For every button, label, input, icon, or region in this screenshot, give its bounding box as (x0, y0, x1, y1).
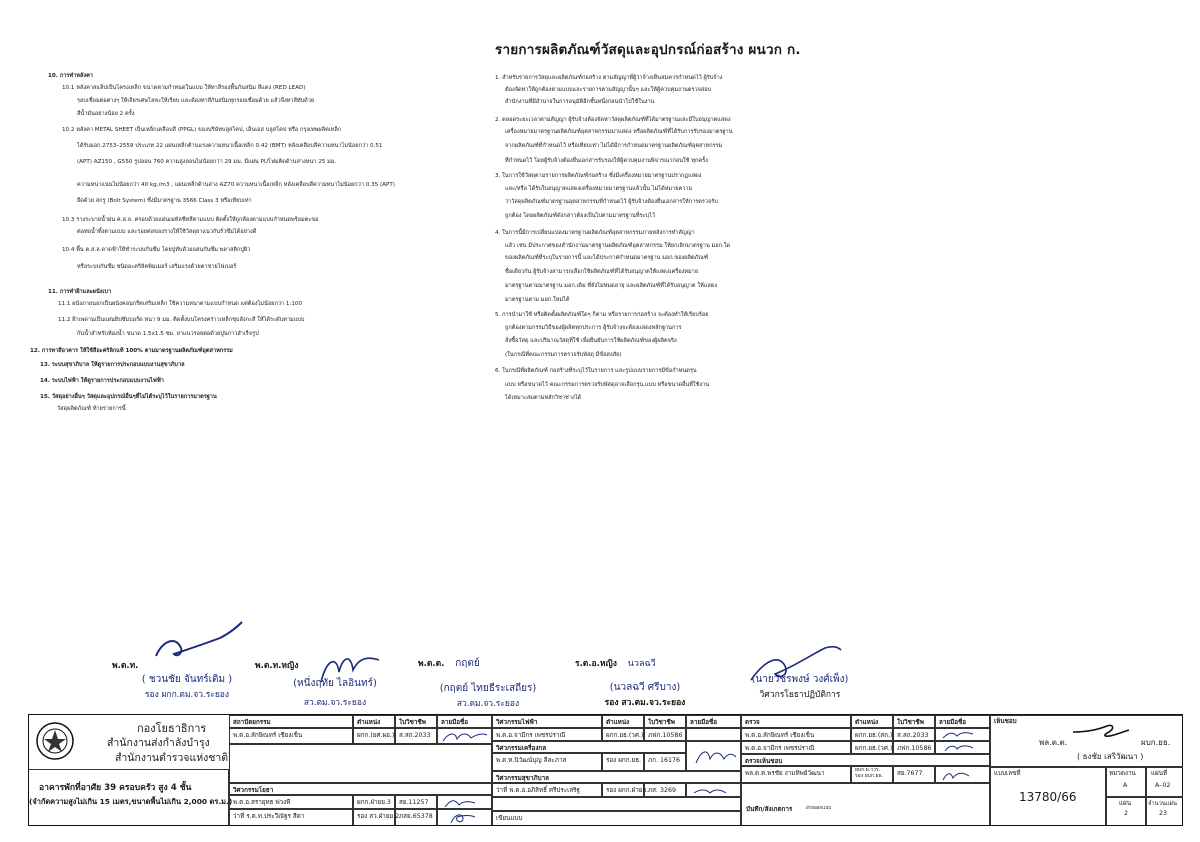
civil-header: วิศวกรรมโยธา (229, 783, 492, 795)
total-label: จำนวนแผ่น (1148, 801, 1177, 807)
check-name-2: พ.ต.อ.จามีกร เพชรปราณี (741, 741, 851, 754)
spec-left-line: 10. การทำหลังคา (48, 73, 93, 79)
police-emblem-icon (35, 721, 75, 761)
mech-header: วิศวกรรมเครื่องกล (492, 741, 686, 753)
spec-left-line: 10.3 รางระบายน้ำฝน ค.ส.ล. ครอบด้วยแผ่นเมทัลชีทสีตามแบบ ติดตั้งให้ถูกต้องตามแบบกำหนดพร้อมตะขอ (62, 217, 319, 223)
category-cell (1106, 767, 1146, 797)
signature-header-2: ลายมือชื่อ (686, 715, 741, 728)
spec-right-line: ต้องจัดหาให้ถูกต้องตามแบบและรายการตามสัญญานั้นๆ และให้ผู้ควบคุมงานตรวจสอบ (505, 87, 712, 93)
spec-left-line: 10.4 พื้น ค.ส.ล.ดาดฟ้าให้ทำระบบกันซึม โดยปูทับด้วยแผ่นกันซึม พลาสติกปูผิว (62, 247, 251, 253)
arch-position: ผกก.(ยศ.ผอ.) (353, 728, 395, 744)
spec-right-line: ได้เหมาะสมตามหลักวิชาช่างได้ (505, 395, 582, 401)
spec-right-line: ว่าวัสดุผลิตภัณฑ์มาตรฐานอุตสาหกรรมที่กำหนดไว้ ผู้รับจ้างต้องยื่นเอกสารให้การตรวจรับ (505, 199, 718, 205)
spec-left-line: (APT) AZ150 , G550 รูปลอน 760 ความสูงลอนไม่น้อยกว่า 29 มม. มีแผ่น PUโฟมติดด้านล่างหนา 25 มม. (77, 159, 337, 165)
sheet-label: แผ่นที่ (1151, 770, 1168, 777)
spec-left-line: 10.1 หลังคาสแล็ปเป็นโครงเหล็ก ขนาดตามกำหนดในแบบ ให้ทาสีรองพื้นกันสนิม สีแดง (RED LEAD) (62, 85, 306, 91)
spec-right-line: เครื่องหมายมาตรฐานผลิตภัณฑ์อุตสาหกรรมมาแสดง หรือผลิตภัณฑ์ที่ได้รับการรับรองมาตรฐาน (505, 129, 733, 135)
arch-blank (229, 744, 492, 783)
spec-left-line: ยึดด้วย สกรู (Bolt System) ซึ่งมีมาตรฐาน 3566 Class 3 หรือเทียบเท่า (77, 198, 252, 204)
approver-title: ผบก.ยธ. (1141, 738, 1171, 747)
position-header-1: ตำแหน่ง (353, 715, 395, 728)
spec-right-line: ถูกต้องตามกรรมวิธีของผู้ผลิตทุกประการ ผู้รับจ้างจะต้องแสดงหลักฐานการ (505, 325, 682, 331)
building-line2: (จำกัดความสูงไม่เกิน 15 เมตร,ขนาดพื้นไม่เกิน 2,000 ตร.ม.) (29, 797, 233, 806)
spec-left-line: กันน้ำสำหรับห้องน้ำ ขนาด 1.5x1.5 ซม. ยาแนวรอยต่อด้วยปูนกาวสำเร็จรูป (77, 331, 259, 337)
total-value: 23 (1159, 810, 1168, 817)
approve-label: เห็นชอบ (994, 718, 1017, 725)
sanitary-name: ว่าที่ พ.ต.อ.อภิสิทธิ์ ศรีประเสริฐ (492, 783, 602, 797)
plan-no-cell (990, 767, 1106, 825)
category-label: หมวดงาน (1109, 770, 1136, 777)
elec-license: ภฟก.10586 (644, 728, 686, 741)
signer-3: พ.ต.ต. กฤตย์ (กฤตย์ ไทยธีระเสถียร) สว.ตม.จว.ระยอง (418, 658, 537, 709)
license-header-2: ใบวิชาชีพ (644, 715, 686, 728)
signature-header-3: ลายมือชื่อ (935, 715, 990, 728)
spec-right-line: ถูกต้อง โดยผลิตภัณฑ์ดังกล่าวต้องเป็นไปตามมาตรฐานที่ระบุไว้ (505, 213, 656, 219)
civil-license-1: สย.11257 (395, 795, 437, 809)
signer-2: พ.ต.ท.หญิง (หนึ่งฤทัย ไลอินทร์) สว.ตม.จว.ระยอง (255, 661, 377, 708)
spec-left-line: 12. การทาสีอาคาร ให้ใช้สีอะคริลิกแท้ 100% ตามมาตรฐานผลิตภัณฑ์อุตสาหกรรม (30, 348, 233, 354)
spec-right-line: 4. ในการนี้มีการเปลี่ยนแปลงมาตรฐานผลิตภัณฑ์อุตสาหกรรมภายหลังการทำสัญญา (495, 230, 695, 236)
signer-4: ร.ต.อ.หญิง นวลฉวี (นวลฉวี ศรีบาง) รอง สว.ตม.จว.ระยอง (575, 659, 686, 708)
spec-left-line: 10.2 หลังคา METAL SHEET เป็นเหล็กเคลือบสี (PPGL) ของบริษัทบลูสโคป, เอ็นเอส บลูสโคป หรือ กรุงเทพผลิตเหล็ก (62, 127, 342, 133)
spec-right-line: มาตรฐานตาม มอก.ใหม่ได้ (505, 297, 570, 303)
signature-icon (441, 811, 481, 825)
spec-left-line: ความหนาแน่นไม่น้อยกว่า 40 kg./m3 , แผ่นเหล็กด้านล่าง AZ70 ความหนาเนื้อเหล็ก หลังเคลือบสีความหนาไม่น้อยกว่า 0.35 (APT) (77, 182, 395, 188)
spec-left-line: 11. การทำฝ้าและผนังเบา (48, 289, 112, 295)
spec-left-line: 11.1 ผนังภายนอกเป็นผนังคอนกรีตเสริมเหล็ก ใช้ความหนาตามแบบกำหนด แต่ต้องไม่น้อยกว่า 1:100 (58, 301, 303, 307)
elec-position: ผกก.ยธ.(วศ.) (602, 728, 644, 741)
position-header-3: ตำแหน่ง (851, 715, 893, 728)
spec-right-line: 1. สำหรับรายการวัสดุและผลิตภัณฑ์ก่อสร้าง ตามสัญญาที่ผู้ว่าจ้างเห็นสมควรกำหนดไว้ ผู้รับจ้าง (495, 75, 723, 81)
check-position-1: ผกก.ยธ.(สถ.) (851, 728, 893, 741)
building-line1: อาคารพักที่อาศัย 39 ครอบครัว สูง 4 ชั้น (39, 783, 192, 793)
spec-right-line: ของผลิตภัณฑ์ที่ระบุในรายการนี้ และได้ประกาศกำหนดมาตรฐาน มอก.ของผลิตภัณฑ์ (505, 255, 709, 261)
spec-left-line: ต่อท่อน้ำทิ้งตามแบบ และรอยต่อของรางให้ใช้วัสดุยาแนวกันรั่วซึมได้อย่างดี (77, 229, 257, 235)
org-name-line2: สำนักงานส่งกำลังบำรุง (107, 737, 210, 749)
agree-position: ผบก.ผ.ววร. รอง ผบก.ยธ. (851, 766, 893, 783)
position-header-2: ตำแหน่ง (602, 715, 644, 728)
spec-right-line: (ในกรณีที่คณะกรรมการตรวจรับพัสดุ มีข้อสงสัย) (505, 352, 622, 358)
org-name-line3: สำนักงานตำรวจแห่งชาติ (115, 752, 229, 764)
signature-icon (690, 785, 730, 797)
civil-signature-1 (437, 795, 492, 809)
agree-name: พล.ต.ต.พรชัย งามทิพย์วัฒนา (741, 766, 851, 783)
check-name-1: พ.ต.อ.ลักษิณทร์ เชียงเช็น (741, 728, 851, 741)
spec-right-line: และ/หรือ ได้รับใบอนุญาตแสดงเครื่องหมายมาตรฐานแล้วนั้น ไม่ได้หมายความ (505, 186, 693, 192)
agree-signature (935, 766, 990, 783)
license-header-3: ใบวิชาชีพ (893, 715, 935, 728)
check-position-2: ผกก.ยธ.(วศ.) (851, 741, 893, 754)
sanitary-signature (686, 783, 741, 797)
signature-icon (690, 743, 738, 769)
spec-left-line: สีน้ำมันอย่างน้อย 2 ครั้ง (77, 111, 135, 117)
spec-right-line: มาตรฐานตามมาตรฐาน มอก.เดิม ที่ยังไม่หมดอายุ และผลิตภัณฑ์ที่ได้รับอนุญาต ให้แสดง (505, 283, 718, 289)
signature-icon (939, 743, 979, 753)
drawn-by-label: เขียนแบบ (492, 811, 741, 825)
sanitary-blank (492, 797, 741, 811)
signature-icon (441, 730, 489, 744)
notes-label: บันทึก/สังเกตการ (746, 806, 793, 813)
sheet-of-cell (1106, 797, 1146, 825)
title-block (28, 714, 1183, 826)
spec-right-line: 3. ในการใช้วัสดุตามรายการผลิตภัณฑ์ก่อสร้าง ซึ่งมีเครื่องหมายมาตรฐานปรากฏแสดง (495, 173, 702, 179)
spec-right-line: สั่งซื้อวัสดุ และปริมาณวัสดุที่ใช้ เพื่อยืนยันการใช้ผลิตภัณฑ์ของผู้ผลิตจริง (505, 338, 677, 344)
civil-position-1: ผกก.ฝ่ายย.3 (353, 795, 395, 809)
mech-name: พ.ต.ท.นิวัฒน์บุญ ลีละภาส (492, 753, 602, 771)
arch-license: ส.สถ.2033 (395, 728, 437, 744)
check-license-2: ภฟก.10586 (893, 741, 935, 754)
license-header-1: ใบวิชาชีพ (395, 715, 437, 728)
civil-name-2: ว่าที่ ร.ต.ท.ประวีณัฐร สีดา (229, 809, 353, 825)
org-cell (29, 715, 229, 769)
plan-no-label: แบบเลขที่ (994, 770, 1021, 777)
civil-license-2: ภสย.65378 (395, 809, 437, 825)
arch-name: พ.ต.อ.ลักษิณทร์ เชียงเช็น (229, 728, 353, 744)
check-signature-2 (935, 741, 990, 754)
spec-left-line: 11.2 ฝ้าเพดานเป็นแผ่นยิปซัมบอร์ด หนา 9 มม. ติดตั้งบนโครงคร่าวเหล็กชุบสังกะสี ให้ได้ระดับตามแบบ (58, 317, 305, 323)
spec-right-line: 2. ตลอดระยะเวลาตามสัญญา ผู้รับจ้างต้องจัดหาวัสดุผลิตภัณฑ์ที่ได้มาตรฐานและมีใบอนุญาตแสดง (495, 117, 731, 123)
spec-right-line: สำนักงานที่มีอำนาจในการอนุมัติอีกชั้นหนึ่งก่อนนำไปใช้ในงาน (505, 99, 655, 105)
approver-name: ( ธงชัย เสริวัฒนา ) (1077, 752, 1144, 761)
spec-left-line: 13. ระบบสุขาภิบาล ให้ดูรายการประกอบแบบงานสุขาภิบาล (40, 362, 185, 368)
sanitary-license: ภส. 3269 (644, 783, 686, 797)
spec-left-line: 15. วัสดุอย่างอื่นๆ วัสดุและอุปกรณ์อื่นๆที่ไม่ได้ระบุไว้ในรายการมาตรฐาน (40, 394, 217, 400)
notes-cell (741, 783, 990, 825)
sanitary-header: วิศวกรรมสุขาภิบาล (492, 771, 741, 783)
civil-position-2: รอง สว.ฝ่ายย.2 (353, 809, 395, 825)
mech-position: รอง ผกก.ยธ. (602, 753, 644, 771)
spec-right-line: แบบ หรือขนาดไว้ คณะกรรมการตรวจรับพัสดุอาจเลือกรุ่น,แบบ หรือขนาดอื่นที่ใช้งาน (505, 382, 710, 388)
spec-right-line: จากผลิตภัณฑ์ที่กำหนดไว้ หรือเทียบเท่า ไม่ได้มีการกำหนดมาตรฐานผลิตภัณฑ์อุตสาหกรรม (505, 143, 723, 149)
total-cell (1146, 797, 1183, 825)
spec-right-line: แล้ว เช่น มีประกาศของสำนักงานมาตรฐานผลิตภัณฑ์อุตสาหกรรม ให้ยกเลิกมาตรฐาน มอก.ใด (505, 243, 731, 249)
sheet-of-label: แผ่น (1119, 800, 1132, 807)
page-title: รายการผลิตภัณฑ์วัสดุและอุปกรณ์ก่อสร้าง ผนวก ก. (495, 42, 801, 58)
sheet-of-value: 2 (1124, 810, 1129, 817)
signature-header-1: ลายมือชื่อ (437, 715, 492, 728)
sheet-cell (1146, 767, 1183, 797)
approver-signature-icon (1071, 720, 1131, 742)
spec-left-line: รอบเชื่อมต่อต่างๆ ให้เจียรเศษโลหะให้เรียบ และต้องทาสีกันสนิมทุกรอยเชื่อมด้วย แล้วจึงทาสีทับด้วย (77, 98, 315, 104)
check-license-1: ส.สถ.2033 (893, 728, 935, 741)
signer-1: พ.ต.ท. ( ชวนชัย จันทร์เติม ) รอง ผกก.ตม.จว.ระยอง (112, 661, 233, 700)
spec-left-line: วัสดุผลิตภัณฑ์ ท้ายรายการนี้ (57, 406, 126, 412)
elec-name: พ.ต.อ.จามีกร เพชรปราณี (492, 728, 602, 741)
spec-left-line: ได้รับมอก.2753–2559 ประเภท 22 แผ่นเหล็กต้านแรงความหนาเนื้อเหล็ก 0.42 (BMT) หลังเคลือบสีความหนาไม่น้อยกว่า 0.51 (77, 143, 383, 149)
spec-right-line: ชื่อเดียวกัน ผู้รับจ้างสามารถเลือกใช้ผลิตภัณฑ์ที่ได้รับอนุญาตให้แสดงเครื่องหมาย (505, 269, 699, 275)
spec-left-line: 14. ระบบไฟฟ้า ให้ดูรายการประกอบแบบงานไฟฟ้า (40, 378, 164, 384)
signer-5: (นายวัชรพงษ์ วงศ์เพ็ง) วิศวกรโยธาปฏิบัติการ (751, 674, 849, 700)
sanitary-position: รอง ผกก.ฝ่ายย. (602, 783, 644, 797)
spec-right-line: ที่กำหนดไว้ โดยผู้รับจ้างต้องยื่นเอกสารรับรองให้ผู้ควบคุมงานพิจารณาก่อนใช้ ทุกครั้ง (505, 158, 708, 164)
approver-rank: พล.ต.ต. (1039, 738, 1068, 747)
arch-header: สถาปัตยกรรม (229, 715, 353, 728)
signature-icon (441, 797, 481, 809)
approve-cell (990, 715, 1183, 767)
signature-icon (939, 768, 979, 782)
building-cell (29, 769, 233, 825)
org-name-line1: กองโยธาธิการ (137, 722, 207, 735)
category-value: A (1123, 782, 1128, 789)
spec-right-line: 6. ในกรณีที่ผลิตภัณฑ์ ก่อสร้างที่ระบุไว้ในรายการ และรูปแบบรายการมีข้อกำหนดรุ่น (495, 368, 697, 374)
mech-license: ภก. 16176 (644, 753, 686, 771)
signature-icon (939, 730, 979, 740)
mech-signature (686, 741, 741, 771)
elec-header: วิศวกรรมไฟฟ้า (492, 715, 602, 728)
civil-signature-2 (437, 809, 492, 825)
check-signature-1 (935, 728, 990, 741)
arch-signature (437, 728, 492, 744)
civil-name-1: พ.ต.อ.สรายุทธ พ่วงพี (229, 795, 353, 809)
elec-signature (686, 728, 741, 741)
agree-header: ตรวจเห็นชอบ (741, 754, 990, 766)
plan-no: 13780/66 (1019, 790, 1077, 804)
spec-left-line: หรือระบบกันซึม ชนิดอะคริลิคพิมเมอร์ เสริมแรงด้วยตาข่ายไฟเบอร์ (77, 264, 237, 270)
check-header: ตรวจ (741, 715, 851, 728)
sheet-value: A–02 (1155, 782, 1171, 789)
notes-value: ฝ่ายออกแบบ (806, 806, 832, 811)
spec-right-line: 5. การนำมาใช้ หรือติดตั้งผลิตภัณฑ์ใดๆ ก็ตาม หรือรายการก่อสร้าง จะต้องทำให้เรียบร้อย (495, 312, 709, 318)
agree-license: สย.7677 (893, 766, 935, 783)
